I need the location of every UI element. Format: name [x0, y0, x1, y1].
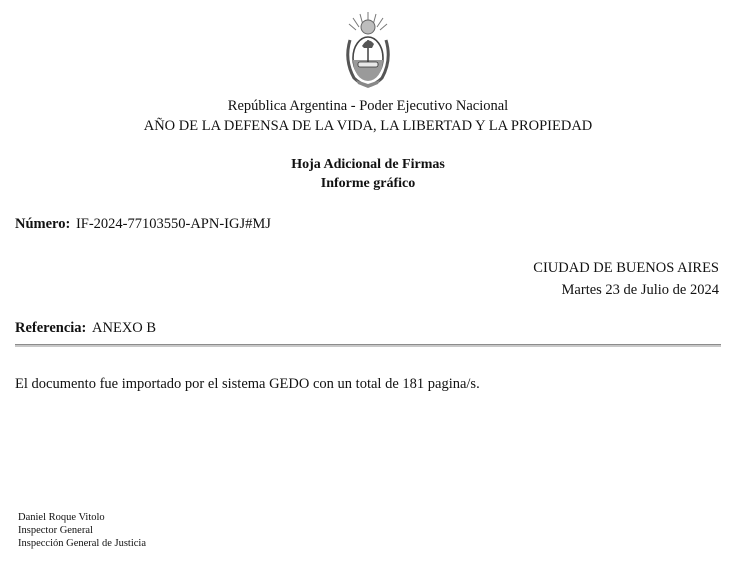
header-government: República Argentina - Poder Ejecutivo Nacional — [227, 98, 509, 114]
signer-office: Inspección General de Justicia — [18, 538, 146, 549]
document-title: Hoja Adicional de Firmas — [291, 157, 445, 172]
numero-label: Número: — [15, 216, 71, 232]
signer-position: Inspector General — [18, 525, 93, 536]
header-year-motto: AÑO DE LA DEFENSA DE LA VIDA, LA LIBERTAD Y LA PROPIEDAD — [143, 118, 593, 134]
referencia-field — [15, 319, 156, 337]
city: CIUDAD DE BUENOS AIRES — [533, 260, 719, 276]
coat-of-arms-icon — [340, 10, 396, 90]
signer-name: Daniel Roque Vitolo — [18, 512, 105, 523]
referencia-value: ANEXO B — [92, 320, 157, 336]
document-subtitle: Informe gráfico — [320, 176, 416, 191]
numero-field — [15, 215, 271, 233]
referencia-label: Referencia: — [15, 320, 87, 336]
date: Martes 23 de Julio de 2024 — [561, 282, 719, 298]
import-notice: El documento fue importado por el sistema GEDO con un total de 181 pagina/s. — [15, 376, 480, 392]
divider — [15, 344, 721, 347]
numero-value: IF-2024-77103550-APN-IGJ#MJ — [75, 216, 271, 232]
